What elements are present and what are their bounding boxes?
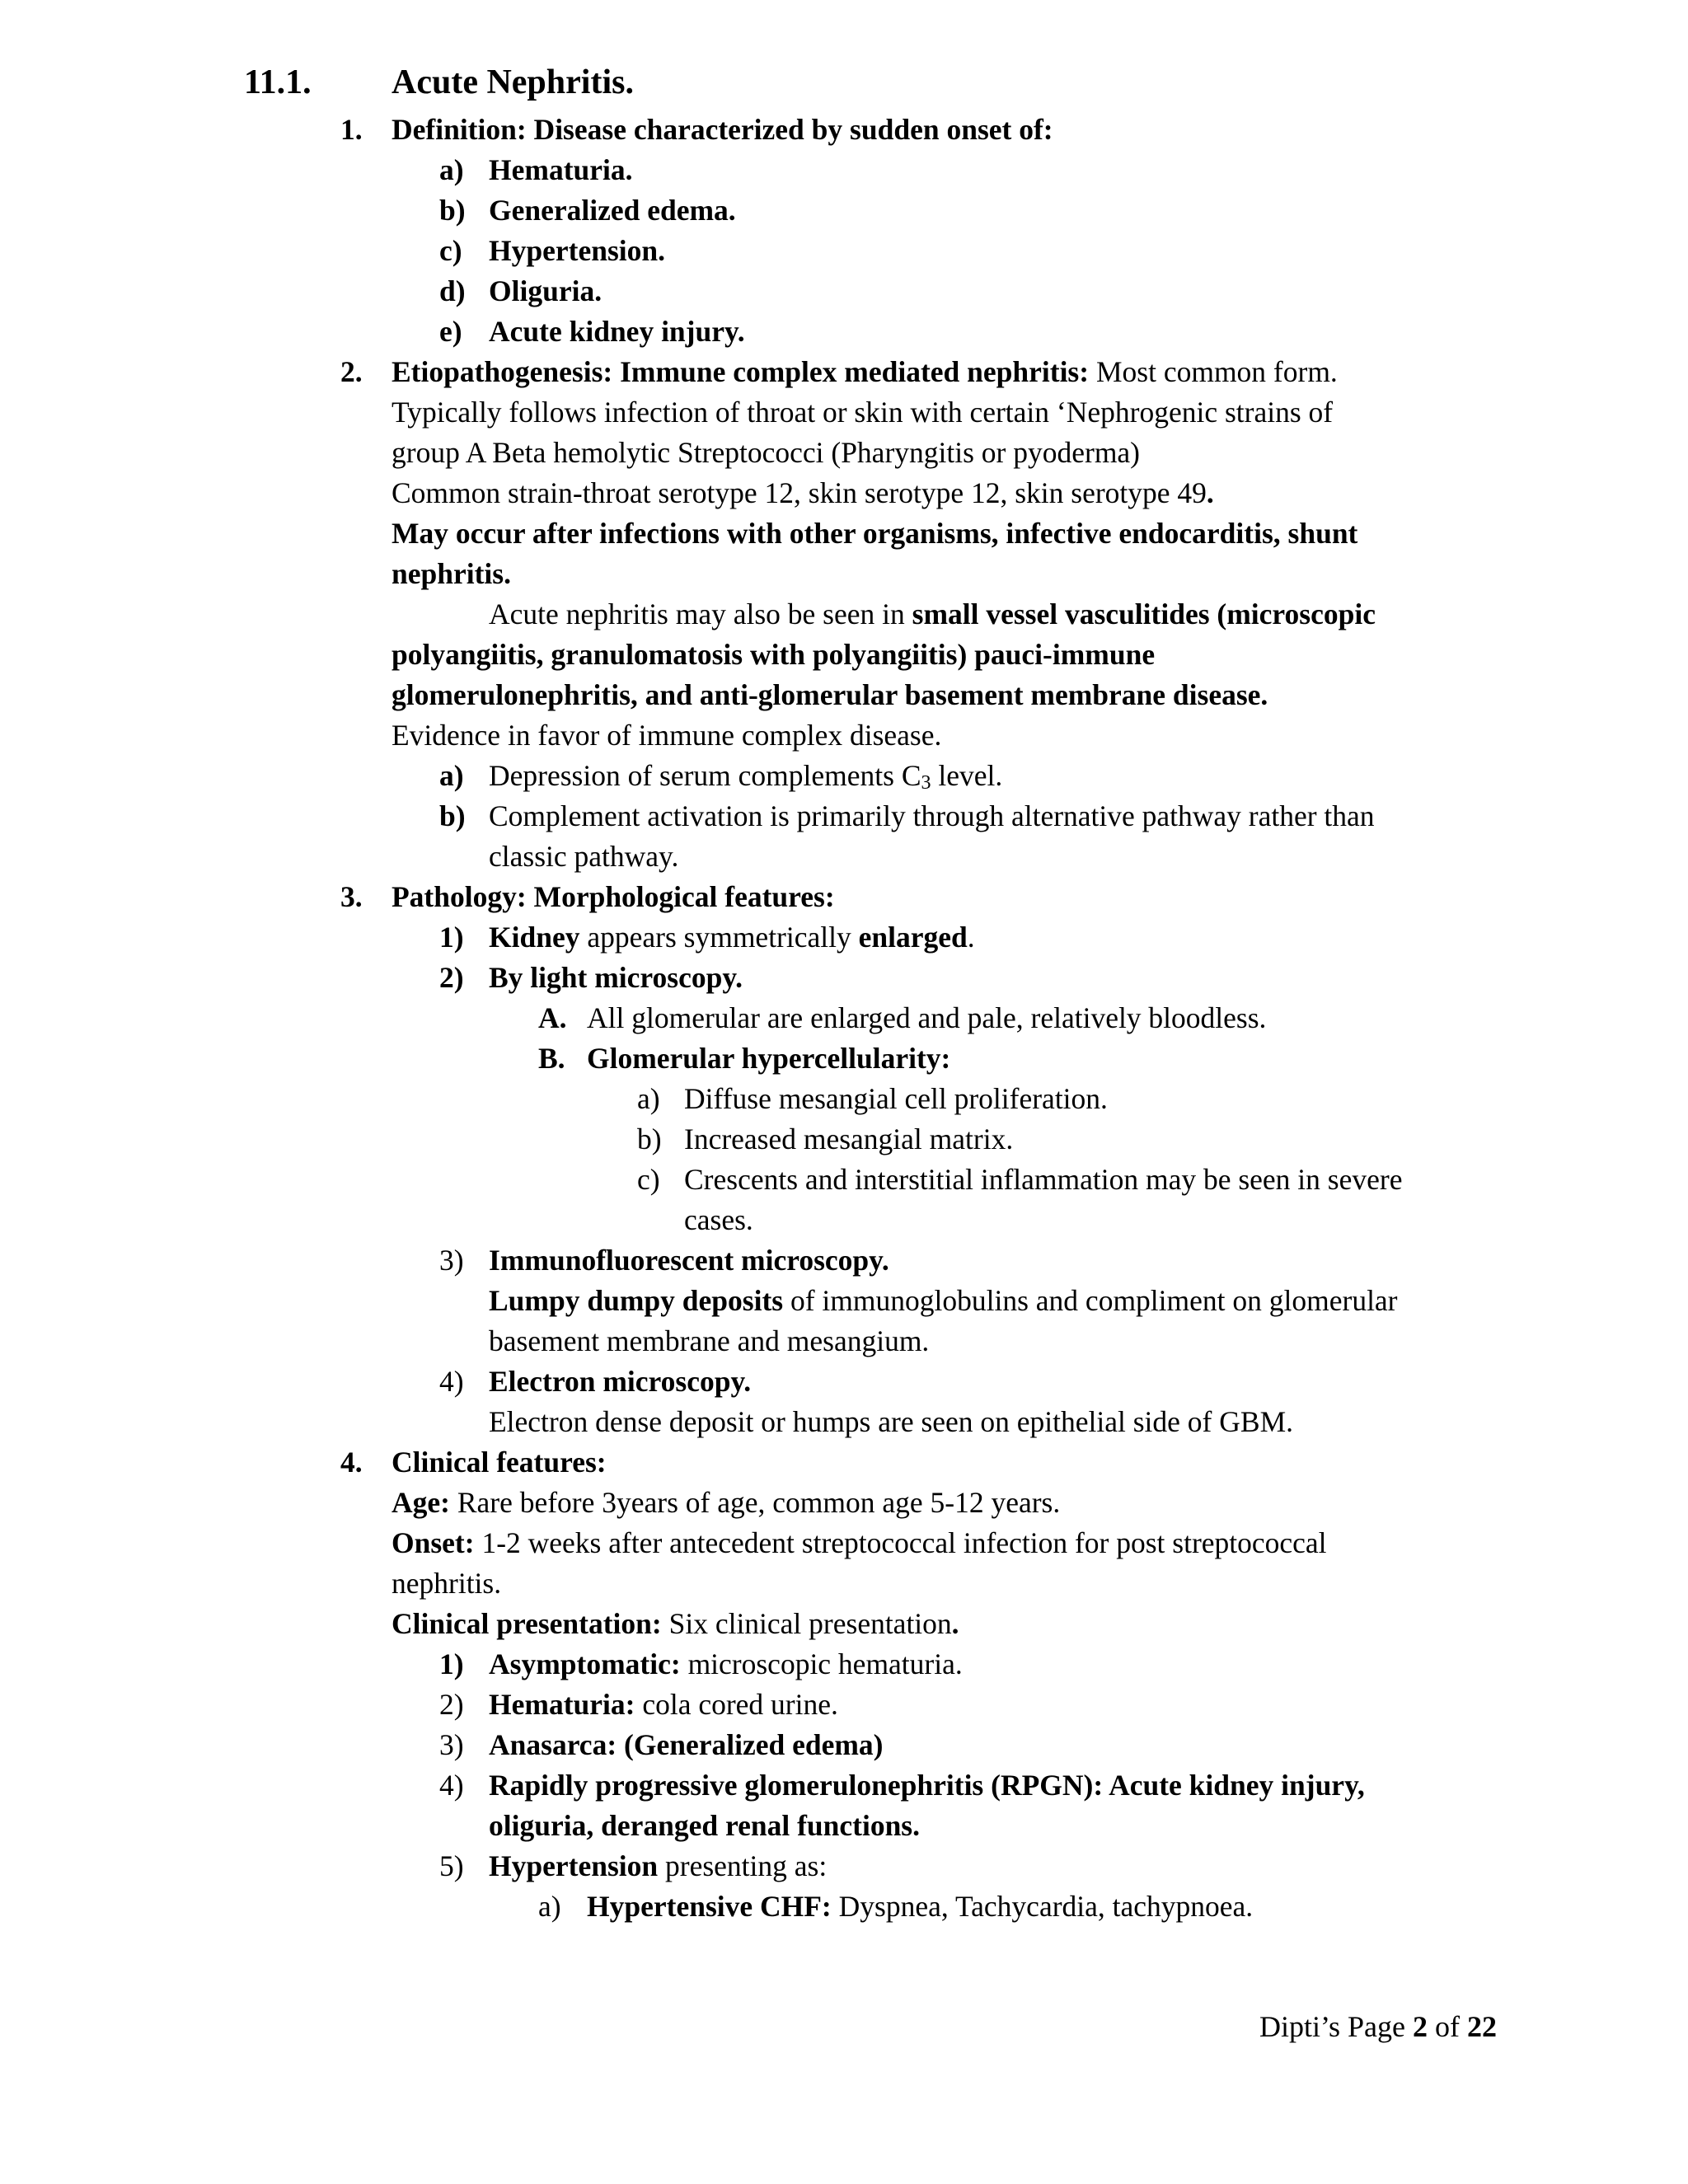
section-number: 11.1. — [244, 63, 312, 101]
asymptomatic-text: microscopic hematuria. — [680, 1647, 963, 1680]
light-marker-B: B. — [538, 1042, 565, 1075]
evidence-a-subscript: 3 — [921, 772, 931, 794]
evidence-marker-a: a) — [439, 759, 464, 792]
onset-line-cont: nephritis. — [392, 1567, 502, 1600]
evidence-item-a — [489, 756, 1002, 796]
presentation-marker-2: 2) — [439, 1688, 464, 1721]
def-marker-c: c) — [439, 234, 462, 267]
pathology-item-4: Electron microscopy. — [489, 1365, 752, 1398]
hematuria-text: cola cored urine. — [635, 1688, 838, 1721]
presentation-item-4: Rapidly progressive glomerulonephritis (RPGN): Acute kidney injury, — [489, 1769, 1365, 1802]
hypercell-item-a: Diffuse mesangial cell proliferation. — [684, 1082, 1108, 1115]
page-footer — [1259, 2007, 1497, 2047]
pathology-marker-2: 2) — [439, 961, 464, 994]
etiopathogenesis-note: Most common form. — [1089, 355, 1338, 388]
lumpy-dumpy-text: of immunoglobulins and compliment on glomerular — [783, 1284, 1398, 1317]
serotype-period: . — [1206, 476, 1214, 509]
etiopathogenesis-line-4 — [392, 473, 1214, 513]
etiopathogenesis-line-6: nephritis. — [392, 557, 511, 590]
presentation-item-5 — [489, 1846, 827, 1886]
footer-of: of — [1428, 2010, 1467, 2043]
def-marker-e: e) — [439, 315, 462, 348]
footer-prefix: Dipti’s Page — [1259, 2010, 1413, 2043]
definition-heading: Definition: Disease characterized by sudden onset of: — [392, 113, 1053, 146]
hypercell-marker-b: b) — [637, 1122, 662, 1155]
presentation-item-1 — [489, 1644, 963, 1685]
def-item-c: Hypertension. — [489, 234, 665, 267]
item-number-3: 3. — [340, 880, 363, 913]
evidence-item-b-cont: classic pathway. — [489, 840, 679, 873]
pathology-marker-1: 1) — [439, 921, 464, 954]
presentation-item-3: Anasarca: (Generalized edema) — [489, 1728, 884, 1761]
electron-text: Electron dense deposit or humps are seen on epithelial side of GBM. — [489, 1405, 1294, 1438]
hypercell-item-b: Increased mesangial matrix. — [684, 1122, 1014, 1155]
presentation-label: Clinical presentation: — [392, 1607, 662, 1640]
hypercell-item-c-cont: cases. — [684, 1203, 753, 1236]
presentation-line — [392, 1604, 959, 1644]
evidence-item-b: Complement activation is primarily through alternative pathway rather than — [489, 799, 1375, 832]
onset-label: Onset: — [392, 1526, 475, 1559]
hypertension-label: Hypertension — [489, 1849, 659, 1882]
immunofluorescent-text — [489, 1281, 1398, 1321]
immunofluorescent-text-cont: basement membrane and mesangium. — [489, 1324, 930, 1357]
def-marker-d: d) — [439, 274, 466, 307]
pathology-marker-4: 4) — [439, 1365, 464, 1398]
etiopathogenesis-heading: Etiopathogenesis: Immune complex mediated nephritis: — [392, 355, 1090, 388]
def-item-d: Oliguria. — [489, 274, 603, 307]
evidence-a-text-end: level. — [931, 759, 1003, 792]
def-item-a: Hematuria. — [489, 153, 633, 186]
pathology-item-1 — [489, 917, 975, 958]
evidence-heading: Evidence in favor of immune complex disease. — [392, 719, 942, 752]
presentation-marker-1: 1) — [439, 1647, 464, 1680]
etiopathogenesis-line-3: group A Beta hemolytic Streptococci (Pharyngitis or pyoderma) — [392, 436, 1141, 469]
pathology-item-3: Immunofluorescent microscopy. — [489, 1244, 889, 1277]
etiopathogenesis-line-8: polyangiitis, granulomatosis with polyangiitis) pauci-immune — [392, 638, 1156, 671]
footer-page-total: 22 — [1467, 2010, 1497, 2043]
def-marker-b: b) — [439, 194, 466, 227]
pathology-marker-3: 3) — [439, 1244, 464, 1277]
kidney-text: appears symmetrically — [579, 921, 859, 954]
etiopathogenesis-line-7 — [489, 594, 1376, 635]
asymptomatic-label: Asymptomatic: — [489, 1647, 681, 1680]
hypertension-text: presenting as: — [658, 1849, 828, 1882]
presentation-item-4-cont: oliguria, deranged renal functions. — [489, 1809, 921, 1842]
item-number-4: 4. — [340, 1446, 363, 1479]
serotype-text: Common strain-throat serotype 12, skin serotype 12, skin serotype 49 — [392, 476, 1207, 509]
hypercell-marker-a: a) — [637, 1082, 660, 1115]
etiopathogenesis-line-9: glomerulonephritis, and anti-glomerular basement membrane disease. — [392, 678, 1268, 711]
light-marker-A: A. — [538, 1001, 567, 1034]
pathology-heading: Pathology: Morphological features: — [392, 880, 835, 913]
footer-page-number: 2 — [1413, 2010, 1428, 2043]
vasculitides-intro: Acute nephritis may also be seen in — [489, 598, 912, 630]
section-title: Acute Nephritis. — [392, 63, 634, 101]
etiopathogenesis-line-1 — [392, 352, 1338, 392]
presentation-marker-4: 4) — [439, 1769, 464, 1802]
presentation-text: Six clinical presentation — [661, 1607, 952, 1640]
presentation-marker-3: 3) — [439, 1728, 464, 1761]
def-item-b: Generalized edema. — [489, 194, 736, 227]
kidney-label: Kidney — [489, 921, 580, 954]
pathology-item-2: By light microscopy. — [489, 961, 743, 994]
kidney-period: . — [967, 921, 975, 954]
hypertension-item-a — [587, 1886, 1253, 1927]
chf-text: Dyspnea, Tachycardia, tachypnoea. — [831, 1890, 1254, 1923]
hypertension-marker-a: a) — [538, 1890, 561, 1923]
item-number-1: 1. — [340, 113, 363, 146]
evidence-marker-b: b) — [439, 799, 466, 832]
etiopathogenesis-line-2: Typically follows infection of throat or skin with certain ‘Nephrogenic strains of — [392, 396, 1334, 429]
def-marker-a: a) — [439, 153, 464, 186]
hematuria-label: Hematuria: — [489, 1688, 635, 1721]
light-item-A: All glomerular are enlarged and pale, relatively bloodless. — [587, 1001, 1267, 1034]
lumpy-dumpy-label: Lumpy dumpy deposits — [489, 1284, 784, 1317]
hypercell-item-c: Crescents and interstitial inflammation may be seen in severe — [684, 1163, 1403, 1196]
hypercell-marker-c: c) — [637, 1163, 660, 1196]
enlarged-label: enlarged — [858, 921, 968, 954]
vasculitides-bold: small vessel vasculitides (microscopic — [912, 598, 1376, 630]
item-number-2: 2. — [340, 355, 363, 388]
etiopathogenesis-line-5: May occur after infections with other organisms, infective endocarditis, shunt — [392, 517, 1358, 550]
age-line — [392, 1483, 1060, 1523]
presentation-marker-5: 5) — [439, 1849, 464, 1882]
clinical-heading: Clinical features: — [392, 1446, 607, 1479]
onset-text: 1-2 weeks after antecedent streptococcal infection for post streptococcal — [474, 1526, 1327, 1559]
onset-line — [392, 1523, 1327, 1563]
presentation-item-2 — [489, 1685, 838, 1725]
age-label: Age: — [392, 1486, 450, 1519]
age-text: Rare before 3years of age, common age 5-12 years. — [449, 1486, 1061, 1519]
def-item-e: Acute kidney injury. — [489, 315, 745, 348]
evidence-a-text: Depression of serum complements C — [489, 759, 921, 792]
presentation-period: . — [951, 1607, 959, 1640]
chf-label: Hypertensive CHF: — [587, 1890, 832, 1923]
light-item-B: Glomerular hypercellularity: — [587, 1042, 951, 1075]
